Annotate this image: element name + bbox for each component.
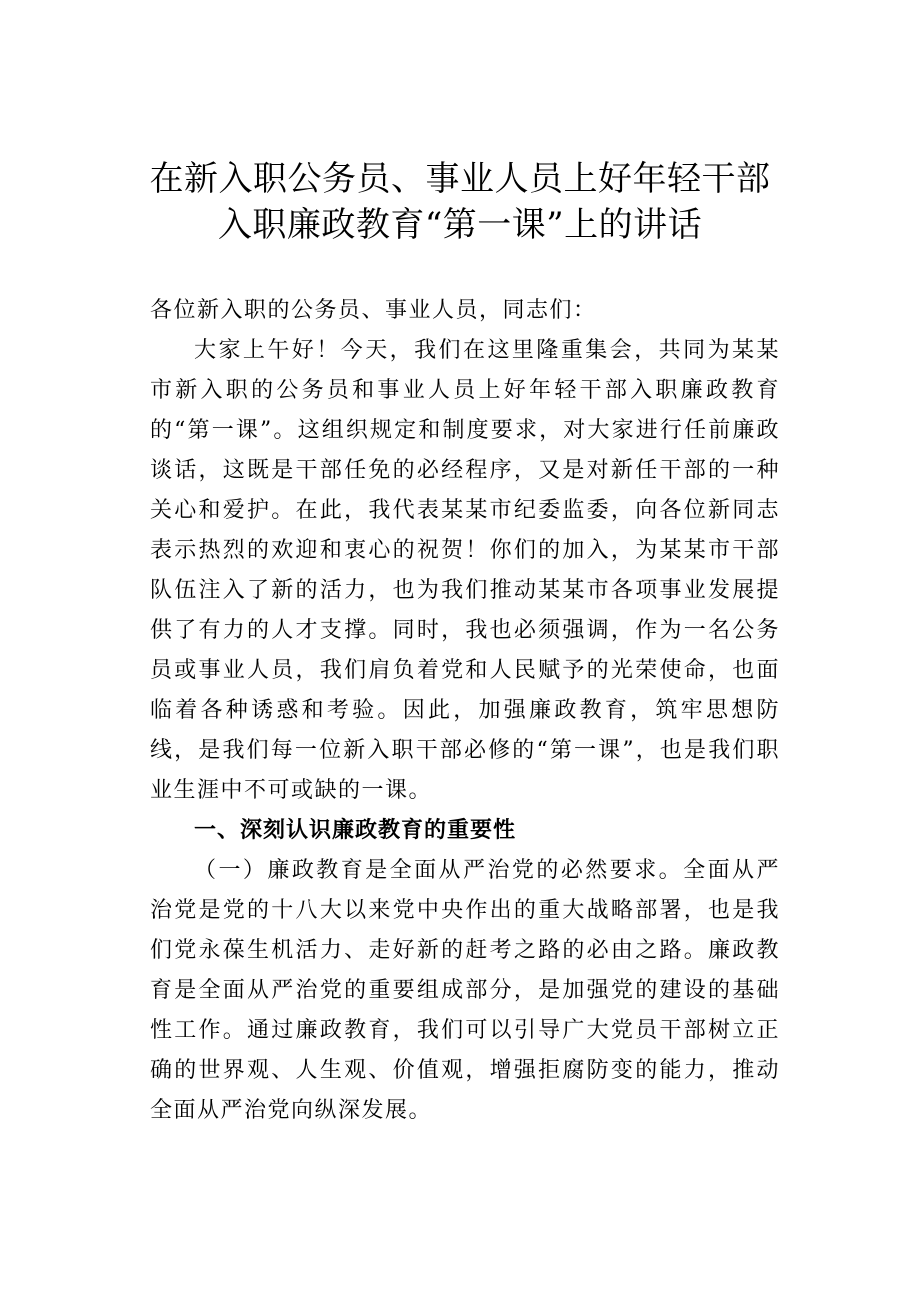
- title-line-1: 在新入职公务员、事业人员上好年轻干部: [149, 159, 771, 199]
- section-heading: 一、深刻认识廉政教育的重要性: [194, 818, 517, 843]
- title-line-2: 入职廉政教育“第一课”上的讲话: [217, 205, 703, 245]
- document-title: [0, 156, 920, 248]
- document-body: [150, 291, 780, 1131]
- section-paragraph: （一）廉政教育是全面从严治党的必然要求。全面从严治党是党的十八大以来党中央作出的重大战略部署，也是我们党永葆生机活力、走好新的赶考之路的必由之路。廉政教育是全面从严治党的重要组成部分，是加强党的建设的基础性工作。通过廉政教育，我们可以引导广大党员干部树立正确的世界观、人生观、价值观，增强拒腐防变的能力，推动全面从严治党向纵深发展。: [150, 858, 780, 1123]
- salutation: 各位新入职的公务员、事业人员，同志们：: [150, 298, 597, 323]
- intro-paragraph: 大家上午好！今天，我们在这里隆重集会，共同为某某市新入职的公务员和事业人员上好年轻干部入职廉政教育的“第一课”。这组织规定和制度要求，对大家进行任前廉政谈话，这既是干部任免的必经程序，又是对新任干部的一种关心和爱护。在此，我代表某某市纪委监委，向各位新同志表示热烈的欢迎和衷心的祝贺！你们的加入，为某某市干部队伍注入了新的活力，也为我们推动某某市各项事业发展提供了有力的人才支撑。同时，我也必须强调，作为一名公务员或事业人员，我们肩负着党和人民赋予的光荣使命，也面临着各种诱惑和考验。因此，加强廉政教育，筑牢思想防线，是我们每一位新入职干部必修的“第一课”，也是我们职业生涯中不可或缺的一课。: [150, 338, 780, 803]
